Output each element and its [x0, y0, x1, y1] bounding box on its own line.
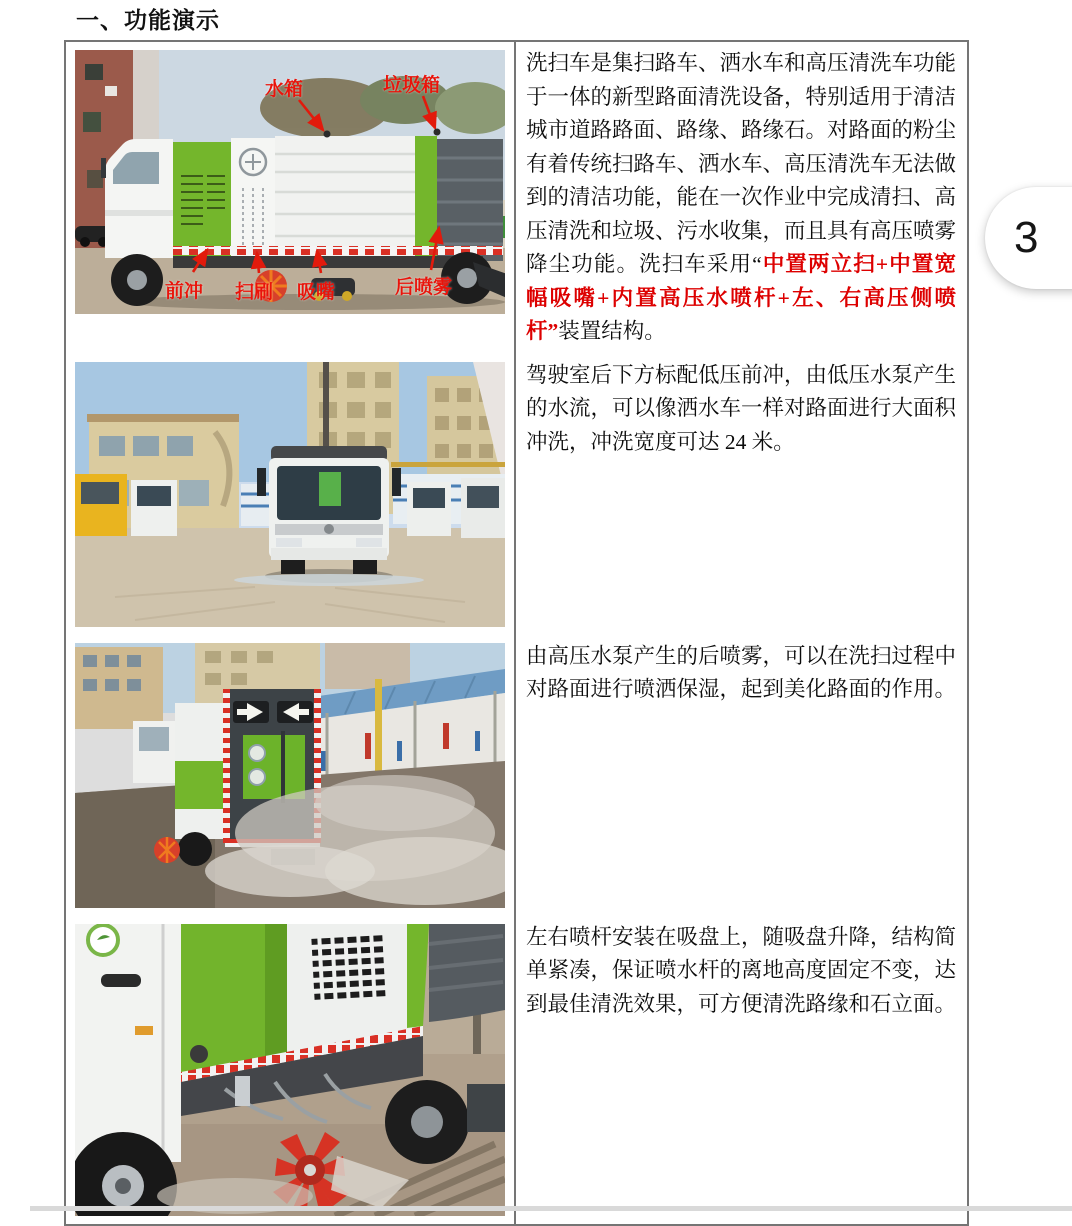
parked-trucks-right [393, 474, 505, 538]
sweeper-brush-closeup-illustration [75, 924, 505, 1216]
door-handle [101, 974, 141, 987]
row1-text-cell [516, 42, 965, 354]
page-bottom-divider [30, 1206, 1072, 1211]
label-garbage-box: 垃圾箱 [383, 75, 441, 96]
row2-description [526, 359, 956, 460]
row3-description [526, 640, 956, 707]
page-number-indicator [985, 187, 1072, 289]
row3-text-cell [516, 635, 965, 916]
cab-door [75, 924, 181, 1162]
rear-green-panel [243, 735, 305, 799]
sweeper-brush-closeup-photo [75, 924, 505, 1216]
sweeper-side-view-photo [75, 50, 505, 314]
page-number: 3 [1014, 213, 1039, 262]
row1-text-part2: 装置结构。 [558, 319, 666, 343]
row4-image-cell [66, 916, 516, 1224]
row1-image-cell [66, 42, 516, 354]
sweeper-rear-view-photo [75, 643, 505, 908]
label-water-tank: 水箱 [265, 79, 304, 100]
row3-image-cell [66, 635, 516, 916]
row2-image-cell [66, 354, 516, 635]
section-title: 一、功能演示 [76, 8, 220, 33]
row4-text-cell [516, 916, 965, 1224]
vent-grid [311, 934, 386, 1004]
row2-text-cell [516, 354, 965, 635]
label-rear-spray: 后喷雾 [395, 277, 453, 298]
function-demo-table [64, 40, 969, 1226]
row1-text-highlight: 中置两立扫+中置宽幅吸嘴+内置高压水喷杆+左、右高压侧喷杆” [526, 252, 956, 343]
row2-text: 驾驶室后下方标配低压前冲，由低压水泵产生的水流，可以像洒水车一样对路面进行大面积冲洗，冲洗宽度可达 24 米。 [526, 362, 957, 454]
label-sweep-brush: 扫刷 [235, 282, 274, 303]
sweeper-front-view-illustration [75, 362, 505, 627]
row1-description [526, 47, 956, 349]
sweeper-rear-view-illustration [75, 643, 505, 908]
row3-text: 由高压水泵产生的后喷雾，可以在洗扫过程中对路面进行喷洒保湿，起到美化路面的作用。 [526, 643, 957, 701]
sweep-brush-device [154, 837, 180, 863]
row4-description [526, 921, 956, 1022]
label-front-flush: 前冲 [165, 281, 204, 302]
sweeper-front-view-photo [75, 362, 505, 627]
row4-text: 左右喷杆安装在吸盘上，随吸盘升降，结构简单紧凑，保证喷水杆的离地高度固定不变，达到最佳清洗效果，可方便清洗路缘和石立面。 [526, 924, 957, 1016]
row1-text-part1: 洗扫车是集扫路车、洒水车和高压清洗车功能于一体的新型路面清洗设备，特别适用于清洁城市道路路面、路缘、路缘石。对路面的粉尘有着传统扫路车、洒水车、高压清洗车无法做到的清洁功能，能在一次作业中完成清扫、高压清洗和垃圾、污水收集，而且具有高压喷雾降尘功能。洗扫车采用“ [526, 51, 957, 276]
water-spray [234, 574, 424, 586]
warning-stripe [173, 246, 503, 255]
label-suction-nozzle: 吸嘴 [297, 282, 336, 303]
